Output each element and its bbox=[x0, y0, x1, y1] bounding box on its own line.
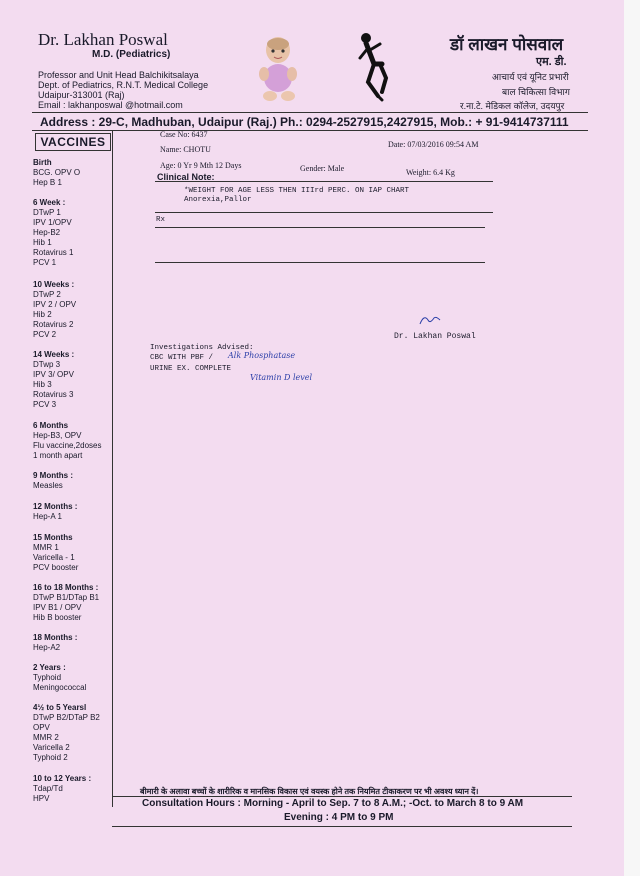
vaccine-item: PCV booster bbox=[33, 563, 79, 572]
vaccine-item: 1 month apart bbox=[33, 451, 83, 460]
vaccine-group bbox=[33, 502, 77, 522]
vaccine-group bbox=[33, 774, 91, 804]
vaccine-group-title: 9 Months : bbox=[33, 471, 73, 480]
rx-top-rule bbox=[155, 212, 493, 213]
vaccine-group-title: 15 Months bbox=[33, 533, 73, 542]
vaccine-item: MMR 1 bbox=[33, 543, 59, 552]
header-top-rule bbox=[32, 112, 588, 113]
vaccine-item: Varicella - 1 bbox=[33, 553, 75, 562]
vaccine-group-title: 2 Years : bbox=[33, 663, 66, 672]
vaccine-group-title: 14 Weeks : bbox=[33, 350, 75, 359]
vaccine-item: PCV 3 bbox=[33, 400, 57, 409]
vaccine-item: Rotavirus 3 bbox=[33, 390, 74, 399]
vaccine-group bbox=[33, 663, 86, 693]
vaccine-item: BCG. OPV O bbox=[33, 168, 81, 177]
vaccine-item: OPV bbox=[33, 723, 50, 732]
vaccine-group-title: 16 to 18 Months : bbox=[33, 583, 99, 592]
hindi-college: र.ना.टे. मेडिकल कॉलेज, उदयपुर bbox=[460, 101, 565, 111]
vaccine-group-title: Birth bbox=[33, 158, 52, 167]
vaccine-group-title: 10 to 12 Years : bbox=[33, 774, 92, 783]
vaccine-item: Hib 3 bbox=[33, 380, 52, 389]
case-number: Case No: 6437 bbox=[160, 130, 208, 139]
vaccine-item: Varicella 2 bbox=[33, 743, 70, 752]
page-margin bbox=[624, 0, 640, 876]
patient-weight: Weight: 6.4 Kg bbox=[406, 168, 455, 177]
vaccine-group bbox=[33, 583, 99, 623]
clinical-note-line: Anorexia,Pallor bbox=[184, 196, 252, 204]
evening-hours: Evening : 4 PM to 9 PM bbox=[284, 812, 394, 823]
doctor-name: Dr. Lakhan Poswal bbox=[38, 30, 168, 49]
vaccine-item: Meningococcal bbox=[33, 683, 87, 692]
clinical-note-label: Clinical Note: bbox=[157, 172, 215, 182]
investigation-cbc: CBC WITH PBF / bbox=[150, 354, 214, 362]
vaccine-item: Hep-B2 bbox=[33, 228, 61, 237]
vaccine-item: IPV B1 / OPV bbox=[33, 603, 82, 612]
baby-image bbox=[254, 34, 304, 104]
designation-line: Professor and Unit Head Balchikitsalaya bbox=[38, 70, 199, 80]
footer-hindi-note: बीमारी के अलावा बच्चों के शारीरिक व मानसिक विकास एवं वयस्क होने तक नियमित टीकाकरण पर भी अवश्य ध्यान दें। bbox=[140, 787, 479, 796]
vaccine-group bbox=[33, 471, 73, 491]
vaccine-item: Rotavirus 1 bbox=[33, 248, 74, 257]
vaccine-item: Hib 1 bbox=[33, 238, 52, 247]
vaccine-item: Flu vaccine,2doses bbox=[33, 441, 102, 450]
vaccine-item: MMR 2 bbox=[33, 733, 59, 742]
dancer-figure-image bbox=[356, 30, 392, 104]
rx-label: Rx bbox=[156, 216, 166, 224]
hindi-department: बाल चिकित्सा विभाग bbox=[502, 87, 570, 97]
investigation-urine: URINE EX. COMPLETE bbox=[150, 365, 232, 373]
vaccine-item: IPV 3/ OPV bbox=[33, 370, 74, 379]
vaccine-group-title: 6 Months bbox=[33, 421, 69, 430]
signature-image bbox=[418, 312, 442, 328]
vaccine-group bbox=[33, 158, 80, 188]
vaccine-item: Hib B booster bbox=[33, 613, 82, 622]
hindi-degree: एम. डी. bbox=[536, 56, 567, 68]
vaccine-item: DTwP 2 bbox=[33, 290, 61, 299]
hindi-doctor-name: डॉ लाखन पोसवाल bbox=[450, 35, 564, 54]
vaccine-item: Typhoid bbox=[33, 673, 62, 682]
doctor-degree: M.D. (Pediatrics) bbox=[92, 49, 171, 60]
investigations-label: Investigations Advised: bbox=[150, 344, 254, 352]
footer-bottom-rule bbox=[112, 826, 572, 827]
vaccine-group bbox=[33, 633, 77, 653]
vaccine-item: HPV bbox=[33, 794, 50, 803]
vaccine-group-title: 12 Months : bbox=[33, 502, 78, 511]
vaccine-item: Measles bbox=[33, 481, 63, 490]
clinical-note-rule bbox=[155, 181, 493, 182]
vaccine-item: Rotavirus 2 bbox=[33, 320, 74, 329]
department-line: Dept. of Pediatrics, R.N.T. Medical College bbox=[38, 80, 209, 90]
vaccine-item: DTwP B1/DTap B1 bbox=[33, 593, 100, 602]
investigation-handwritten: Vitamin D level bbox=[250, 373, 313, 382]
consultation-hours: Consultation Hours : Morning - April to Sep. 7 to 8 A.M.; -Oct. to March 8 to 9 AM bbox=[142, 798, 524, 809]
patient-age: Age: 0 Yr 9 Mth 12 Days bbox=[160, 161, 242, 170]
vaccine-item: Hep-A2 bbox=[33, 643, 61, 652]
vaccine-item: DTwp 3 bbox=[33, 360, 61, 369]
footer-rule bbox=[112, 796, 572, 797]
vaccine-item: PCV 1 bbox=[33, 258, 57, 267]
clinical-note-line: *WEIGHT FOR AGE LESS THEN IIIrd PERC. ON IAP CHART bbox=[184, 187, 410, 195]
address-line: Address : 29-C, Madhuban, Udaipur (Raj.) Ph.: 0294-2527915,2427915, Mob.: + 91-9414737111 bbox=[40, 115, 569, 129]
vaccine-item: Tdap/Td bbox=[33, 784, 63, 793]
vaccine-item: Hep B 1 bbox=[33, 178, 62, 187]
header-bottom-rule bbox=[32, 130, 588, 131]
vaccine-item: Hep-B3, OPV bbox=[33, 431, 82, 440]
vaccine-item: DTwP 1 bbox=[33, 208, 61, 217]
rx-rule bbox=[155, 227, 485, 228]
vaccine-group bbox=[33, 533, 78, 573]
vaccine-item: IPV 2 / OPV bbox=[33, 300, 77, 309]
vaccine-group-title: 18 Months : bbox=[33, 633, 78, 642]
vaccine-item: Hep-A 1 bbox=[33, 512, 62, 521]
vaccine-item: IPV 1/OPV bbox=[33, 218, 72, 227]
vaccine-group bbox=[33, 198, 73, 268]
patient-name: Name: CHOTU bbox=[160, 145, 211, 154]
vaccine-item: PCV 2 bbox=[33, 330, 57, 339]
patient-gender: Gender: Male bbox=[300, 164, 345, 173]
hindi-designation: आचार्य एवं यूनिट प्रभारी bbox=[492, 72, 569, 82]
vaccine-group bbox=[33, 350, 74, 410]
visit-date: Date: 07/03/2016 09:54 AM bbox=[388, 140, 479, 149]
vaccines-heading: VACCINES bbox=[35, 133, 111, 151]
investigation-handwritten: Alk Phosphatase bbox=[228, 351, 296, 360]
vaccine-group bbox=[33, 703, 100, 763]
vaccine-group bbox=[33, 421, 101, 461]
email-line: Email : lakhanposwal @hotmail.com bbox=[38, 100, 183, 110]
vaccine-group-title: 10 Weeks : bbox=[33, 280, 75, 289]
sidebar-divider bbox=[112, 131, 113, 807]
vaccine-item: Hib 2 bbox=[33, 310, 52, 319]
signature-name: Dr. Lakhan Poswal bbox=[394, 332, 476, 341]
vaccine-group-title: 6 Week : bbox=[33, 198, 66, 207]
vaccine-group bbox=[33, 280, 76, 340]
vaccine-group-title: 4½ to 5 Yearsl bbox=[33, 703, 87, 712]
rx-bottom-rule bbox=[155, 262, 485, 263]
vaccine-item: DTwP B2/DTaP B2 bbox=[33, 713, 100, 722]
city-line: Udaipur-313001 (Raj) bbox=[38, 90, 125, 100]
vaccine-item: Typhoid 2 bbox=[33, 753, 68, 762]
